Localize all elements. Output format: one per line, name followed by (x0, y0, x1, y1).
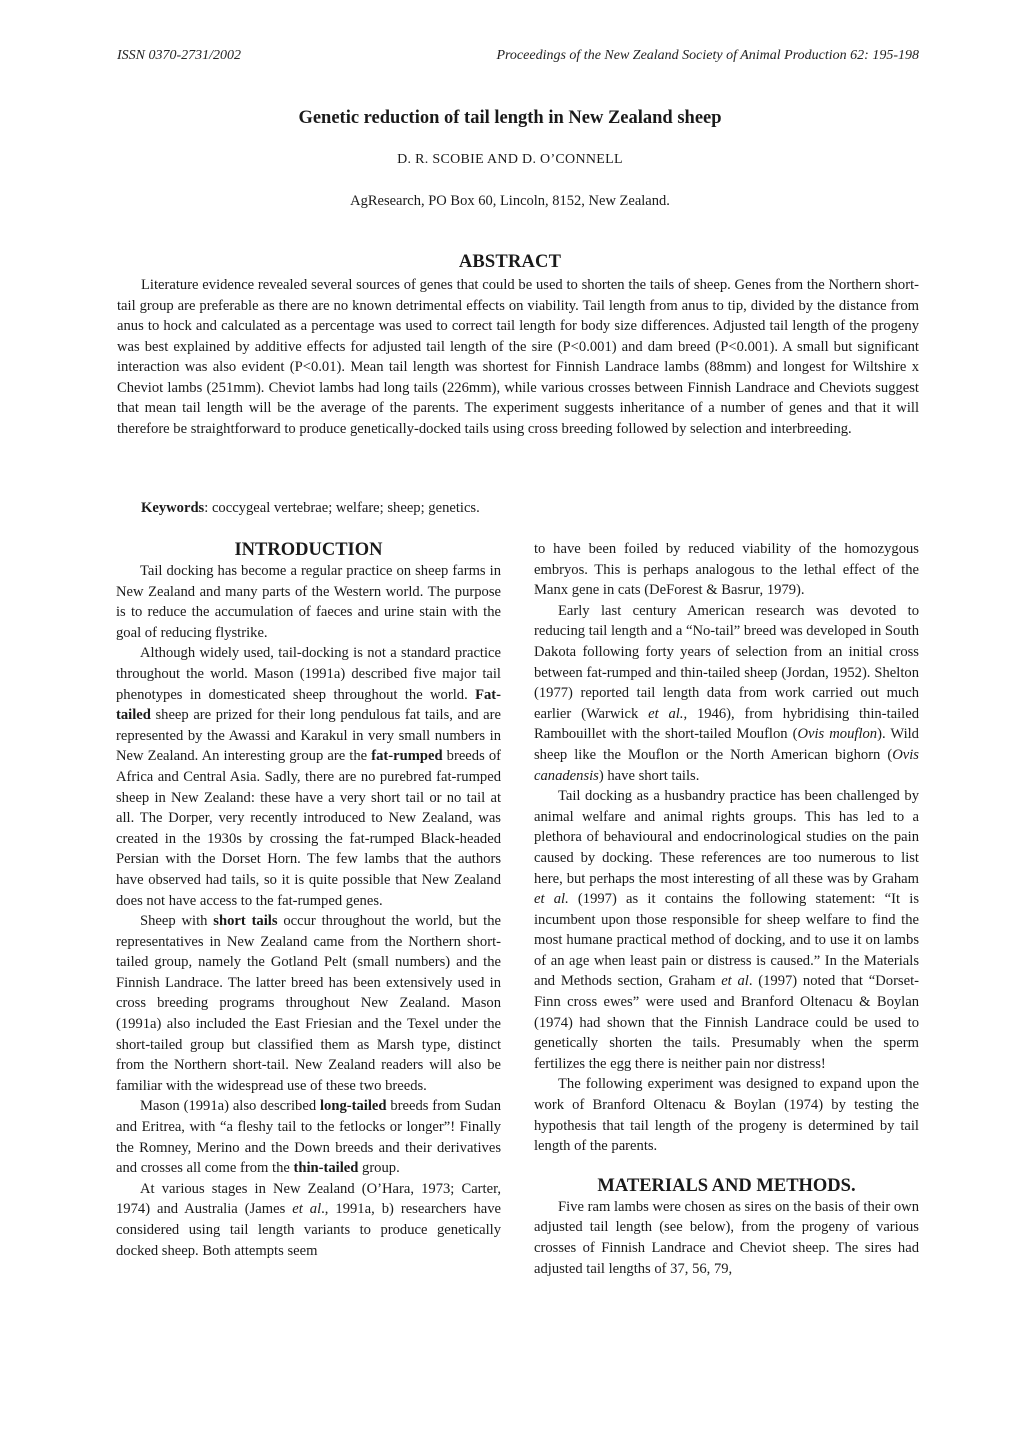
methods-heading: MATERIALS AND METHODS. (597, 1175, 856, 1196)
intro-paragraph-5-continued: to have been foiled by reduced viability of the homozygous embryos. This is perhaps analogous to the lethal effect of the Manx gene in cats (DeForest & Basrur, 1979). (534, 541, 919, 599)
introduction-heading: INTRODUCTION (234, 540, 383, 560)
right-column (534, 539, 919, 1279)
intro-paragraph-5: At various stages in New Zealand (O’Hara, 1973; Carter, 1974) and Australia (James et al., 1991a, b) researchers have considered using tail length variants to produce genetically docked sheep. Both attempts seem (116, 1180, 501, 1259)
left-column (116, 539, 501, 1261)
abstract-heading: ABSTRACT (458, 252, 562, 272)
keywords-label: Keywords (141, 500, 205, 516)
journal-name: Proceedings of the New Zealand Society of Animal Production 62 (496, 48, 865, 63)
page-range: : 195-198 (864, 48, 919, 63)
intro-paragraph-8: The following experiment was designed to expand upon the work of Branford Oltenacu & Boylan (1974) by testing the hypothesis that tail length of the progeny is determined by tail length of the parents. (534, 1076, 919, 1155)
intro-paragraph-4: Mason (1991a) also described long-tailed breeds from Sudan and Eritrea, with “a fleshy tail to the fetlocks or longer”! Finally the Romney, Merino and the Down breeds and their derivatives and crosses all come from the thin-tailed group. (116, 1098, 501, 1177)
authors: D. R. SCOBIE AND D. O’CONNELL (397, 152, 623, 167)
issn: ISSN 0370-2731/2002 (117, 48, 242, 63)
paper-title: Genetic reduction of tail length in New Zealand sheep (298, 108, 722, 128)
abstract-text: Literature evidence revealed several sources of genes that could be used to shorten the tails of sheep. Genes from the Northern short-tail group are preferable as there are no known detrimental effects on viability. Tail length from anus to tip, divided by the distance from anus to hock and calculated as a percentage was used to correct tail length for body size differences. Adjusted tail length of the progeny was best explained by additive effects for adjusted tail length of the sire (P<0.001) and dam breed (P<0.001). A small but significant interaction was also evident (P<0.01). Mean tail length was shortest for Finnish Landrace lambs (88mm) and longest for Wiltshire x Cheviot lambs (251mm). Cheviot lambs had long tails (226mm), while various crosses between Finnish Landrace and Cheviots suggest that mean tail length will be the average of the parents. The experiment suggests inheritance of a number of genes and that it will therefore be straightforward to produce genetically-docked tails using cross breeding followed by selection and interbreeding. (117, 277, 919, 437)
intro-paragraph-3: Sheep with short tails occur throughout the world, but the representatives in New Zealand came from the Northern short-tailed group, namely the Gotland Pelt (small numbers) and the Finnish Landrace. The latter breed has been extensively used in cross breeding programs throughout New Zealand. Mason (1991a) also included the East Friesian and the Texel under the short-tailed group but classified them as Marsh type, distinct from the Northern short-tail. New Zealand readers will also be familiar with the widespread use of these two breeds. (116, 913, 501, 1094)
intro-paragraph-1: Tail docking has become a regular practice on sheep farms in New Zealand and many parts of the Western world. The purpose is to reduce the accumulation of faeces and urine stain with the goal of reducing flystrike. (116, 563, 501, 641)
keywords (141, 500, 921, 517)
methods-paragraph-1: Five ram lambs were chosen as sires on the basis of their own adjusted tail length (see below), from the progeny of various crosses of Finnish Landrace and Cheviot sheep. The sires had adjusted tail lengths of 37, 56, 79, (534, 1198, 919, 1277)
intro-paragraph-6: Early last century American research was devoted to reducing tail length and a “No-tail” breed was developed in South Dakota following forty years of selection from an initial cross between fat-rumped and thin-tailed sheep (Jordan, 1952). Shelton (1977) reported tail length data from work carried out much earlier (Warwick et al., 1946), from hybridising thin-tailed Rambouillet with the short-tailed Mouflon (Ovis mouflon). Wild sheep like the Mouflon or the North American bighorn (Ovis canadensis) have short tails. (534, 602, 919, 784)
keywords-text: : coccygeal vertebrae; welfare; sheep; genetics. (204, 500, 480, 516)
intro-paragraph-7: Tail docking as a husbandry practice has been challenged by animal welfare and animal rights groups. This has led to a plethora of behavioural and endocrinological studies on the pain caused by docking. These references are too numerous to list here, but perhaps the most interesting of all these was by Graham et al. (1997) as it contains the following statement: “It is incumbent upon those responsible for sheep welfare to find the most humane practical method of docking, and to use it on lambs of an age when least pain or distress is caused.” In the Materials and Methods section, Graham et al. (1997) noted that “Dorset-Finn cross ewes” were used and Branford Oltenacu & Boylan (1974) had shown that the Finnish Landrace could be used to genetically shorten the tails. Presumably when the sperm fertilizes the egg there is neither pain nor distress! (534, 788, 919, 1072)
affiliation: AgResearch, PO Box 60, Lincoln, 8152, New Zealand. (350, 193, 670, 209)
journal-citation (496, 48, 919, 64)
intro-paragraph-2: Although widely used, tail-docking is not a standard practice throughout the world. Mason (1991a) described five major tail phenotypes in domesticated sheep throughout the world. Fat-tailed sheep are prized for their long pendulous fat tails, and are represented by the Awassi and Karakul in very small numbers in New Zealand. An interesting group are the fat-rumped breeds of Africa and Central Asia. Sadly, there are no purebred fat-rumped sheep in New Zealand: these have a very short tail or no tail at all. The Dorper, very recently introduced to New Zealand, was created in the 1930s by crossing the fat-rumped Black-headed Persian with the Dorset Horn. The few lambs that the authors have observed had tails, so it is quite possible that New Zealand does not have access to the fat-rumped genes. (116, 645, 502, 909)
